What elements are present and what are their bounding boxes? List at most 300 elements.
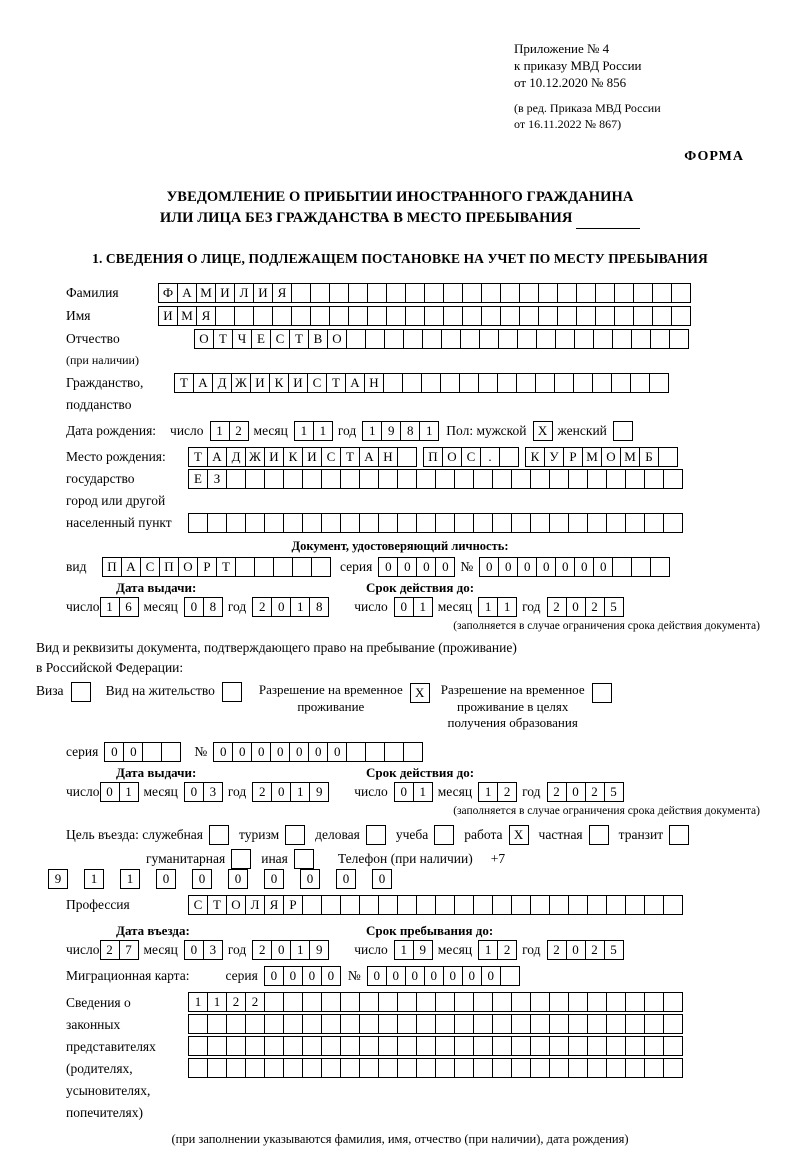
cell[interactable]: 0 xyxy=(321,966,341,986)
cell[interactable] xyxy=(595,306,615,326)
surname-input[interactable] xyxy=(158,283,690,303)
cell[interactable] xyxy=(511,895,531,915)
cell[interactable]: 0 xyxy=(184,782,204,802)
cell[interactable]: 0 xyxy=(184,940,204,960)
cell[interactable]: А xyxy=(207,447,227,467)
legal-rep-input-3[interactable] xyxy=(188,1036,682,1056)
cell[interactable]: 0 xyxy=(300,869,320,889)
cell[interactable] xyxy=(536,329,556,349)
cell[interactable] xyxy=(235,557,255,577)
cell[interactable]: А xyxy=(193,373,213,393)
cell[interactable] xyxy=(492,895,512,915)
cell[interactable] xyxy=(254,557,274,577)
cell[interactable]: 3 xyxy=(203,940,223,960)
cell[interactable] xyxy=(359,1014,379,1034)
cell[interactable] xyxy=(587,895,607,915)
cell[interactable] xyxy=(644,992,664,1012)
cell[interactable] xyxy=(226,469,246,489)
stay-issue-day-input[interactable] xyxy=(100,782,138,802)
cell[interactable] xyxy=(530,469,550,489)
cell[interactable] xyxy=(587,992,607,1012)
cell[interactable] xyxy=(283,469,303,489)
cell[interactable]: О xyxy=(178,557,198,577)
cell[interactable]: Р xyxy=(283,895,303,915)
cell[interactable]: Ж xyxy=(231,373,251,393)
cell[interactable] xyxy=(245,469,265,489)
edu-residence-checkbox[interactable] xyxy=(592,683,611,703)
cell[interactable] xyxy=(500,966,520,986)
cell[interactable] xyxy=(188,1058,208,1078)
cell[interactable] xyxy=(576,306,596,326)
purpose-study-checkbox[interactable] xyxy=(428,825,464,845)
cell[interactable]: Д xyxy=(212,373,232,393)
cell[interactable] xyxy=(649,373,669,393)
cell[interactable]: 0 xyxy=(555,557,575,577)
cell[interactable] xyxy=(359,992,379,1012)
cell[interactable]: 1 xyxy=(419,421,439,441)
stay-valid-day-input[interactable] xyxy=(394,782,432,802)
cell[interactable] xyxy=(440,373,460,393)
cell[interactable] xyxy=(422,329,442,349)
cell[interactable]: П xyxy=(102,557,122,577)
cell[interactable]: И xyxy=(158,306,178,326)
cell[interactable] xyxy=(321,1014,341,1034)
cell[interactable] xyxy=(359,1036,379,1056)
cell[interactable] xyxy=(264,1014,284,1034)
stay-valid-year-input[interactable] xyxy=(547,782,623,802)
cell[interactable] xyxy=(302,1014,322,1034)
cell[interactable]: Р xyxy=(563,447,583,467)
cell[interactable] xyxy=(663,1036,683,1056)
cell[interactable] xyxy=(611,373,631,393)
cell[interactable] xyxy=(549,469,569,489)
cell[interactable] xyxy=(595,283,615,303)
cell[interactable]: К xyxy=(283,447,303,467)
stay-issue-month-input[interactable] xyxy=(184,782,222,802)
purpose-private-checkbox[interactable] xyxy=(583,825,619,845)
cell[interactable] xyxy=(366,825,386,845)
cell[interactable] xyxy=(669,825,689,845)
birthplace-country-input[interactable] xyxy=(188,447,677,467)
cell[interactable] xyxy=(473,1014,493,1034)
cell[interactable] xyxy=(209,825,229,845)
cell[interactable]: 2 xyxy=(252,597,272,617)
stay-until-day-input[interactable] xyxy=(394,940,432,960)
legal-rep-input-1[interactable] xyxy=(188,992,682,1012)
cell[interactable] xyxy=(633,306,653,326)
cell[interactable]: 1 xyxy=(119,782,139,802)
cell[interactable]: Т xyxy=(207,895,227,915)
cell[interactable] xyxy=(283,1014,303,1034)
cell[interactable]: 0 xyxy=(327,742,347,762)
cell[interactable] xyxy=(568,469,588,489)
cell[interactable] xyxy=(311,557,331,577)
cell[interactable] xyxy=(517,329,537,349)
cell[interactable]: 2 xyxy=(547,940,567,960)
cell[interactable] xyxy=(321,895,341,915)
cell[interactable] xyxy=(644,895,664,915)
cell[interactable] xyxy=(574,329,594,349)
cell[interactable]: 0 xyxy=(192,869,212,889)
cell[interactable]: Е xyxy=(188,469,208,489)
profession-input[interactable] xyxy=(188,895,682,915)
cell[interactable] xyxy=(405,306,425,326)
cell[interactable]: А xyxy=(177,283,197,303)
cell[interactable] xyxy=(633,283,653,303)
cell[interactable] xyxy=(291,306,311,326)
purpose-humanitarian-checkbox[interactable] xyxy=(225,849,261,869)
cell[interactable]: И xyxy=(215,283,235,303)
cell[interactable]: 0 xyxy=(104,742,124,762)
cell[interactable] xyxy=(231,849,251,869)
cell[interactable]: 0 xyxy=(336,869,356,889)
cell[interactable] xyxy=(292,557,312,577)
phone-input[interactable] xyxy=(42,869,402,889)
cell[interactable]: 0 xyxy=(566,597,586,617)
cell[interactable] xyxy=(348,283,368,303)
cell[interactable] xyxy=(310,306,330,326)
cell[interactable] xyxy=(443,283,463,303)
cell[interactable] xyxy=(321,1058,341,1078)
cell[interactable]: 0 xyxy=(271,597,291,617)
cell[interactable] xyxy=(454,1058,474,1078)
cell[interactable] xyxy=(245,1058,265,1078)
cell[interactable] xyxy=(549,895,569,915)
cell[interactable] xyxy=(302,1036,322,1056)
cell[interactable] xyxy=(671,283,691,303)
cell[interactable] xyxy=(530,1036,550,1056)
cell[interactable] xyxy=(383,373,403,393)
cell[interactable]: И xyxy=(250,373,270,393)
cell[interactable]: 1 xyxy=(413,597,433,617)
cell[interactable] xyxy=(606,992,626,1012)
cell[interactable] xyxy=(499,447,519,467)
cell[interactable] xyxy=(516,373,536,393)
cell[interactable] xyxy=(340,1014,360,1034)
cell[interactable]: Ф xyxy=(158,283,178,303)
cell[interactable] xyxy=(340,469,360,489)
cell[interactable] xyxy=(397,1036,417,1056)
cell[interactable] xyxy=(519,306,539,326)
cell[interactable] xyxy=(473,1036,493,1056)
doc-kind-input[interactable] xyxy=(102,557,330,577)
cell[interactable] xyxy=(264,992,284,1012)
cell[interactable]: О xyxy=(226,895,246,915)
cell[interactable] xyxy=(359,1058,379,1078)
cell[interactable] xyxy=(367,306,387,326)
cell[interactable] xyxy=(378,895,398,915)
stay-issue-year-input[interactable] xyxy=(252,782,328,802)
cell[interactable]: Я xyxy=(196,306,216,326)
cell[interactable] xyxy=(378,1014,398,1034)
cell[interactable] xyxy=(644,1014,664,1034)
cell[interactable] xyxy=(215,306,235,326)
cell[interactable] xyxy=(245,513,265,533)
cell[interactable] xyxy=(606,513,626,533)
migration-number-input[interactable] xyxy=(367,966,519,986)
cell[interactable] xyxy=(492,1036,512,1056)
cell[interactable] xyxy=(340,895,360,915)
cell[interactable] xyxy=(234,306,254,326)
cell[interactable] xyxy=(557,306,577,326)
cell[interactable] xyxy=(416,1058,436,1078)
cell[interactable] xyxy=(612,329,632,349)
birth-day-input[interactable] xyxy=(210,421,248,441)
cell[interactable]: 0 xyxy=(394,597,414,617)
cell[interactable] xyxy=(416,1014,436,1034)
cell[interactable] xyxy=(473,1058,493,1078)
cell[interactable]: 0 xyxy=(283,966,303,986)
cell[interactable] xyxy=(454,1036,474,1056)
cell[interactable]: 0 xyxy=(378,557,398,577)
cell[interactable]: 0 xyxy=(386,966,406,986)
cell[interactable] xyxy=(378,1058,398,1078)
cell[interactable]: О xyxy=(194,329,214,349)
cell[interactable]: 0 xyxy=(462,966,482,986)
cell[interactable] xyxy=(397,895,417,915)
cell[interactable] xyxy=(416,513,436,533)
cell[interactable]: 9 xyxy=(381,421,401,441)
cell[interactable] xyxy=(397,513,417,533)
cell[interactable] xyxy=(378,1036,398,1056)
cell[interactable] xyxy=(612,557,632,577)
cell[interactable]: 0 xyxy=(479,557,499,577)
cell[interactable] xyxy=(245,1014,265,1034)
cell[interactable] xyxy=(207,1036,227,1056)
cell[interactable] xyxy=(568,895,588,915)
cell[interactable] xyxy=(631,557,651,577)
cell[interactable] xyxy=(365,742,385,762)
entry-year-input[interactable] xyxy=(252,940,328,960)
cell[interactable] xyxy=(538,306,558,326)
cell[interactable] xyxy=(568,1036,588,1056)
cell[interactable] xyxy=(587,1036,607,1056)
cell[interactable]: 1 xyxy=(497,597,517,617)
cell[interactable]: 0 xyxy=(593,557,613,577)
cell[interactable]: Р xyxy=(197,557,217,577)
cell[interactable] xyxy=(435,513,455,533)
cell[interactable]: С xyxy=(188,895,208,915)
cell[interactable]: И xyxy=(288,373,308,393)
cell[interactable]: А xyxy=(359,447,379,467)
cell[interactable] xyxy=(302,992,322,1012)
cell[interactable] xyxy=(587,513,607,533)
name-input[interactable] xyxy=(158,306,690,326)
cell[interactable]: . xyxy=(480,447,500,467)
legal-rep-input-2[interactable] xyxy=(188,1014,682,1034)
purpose-official-checkbox[interactable] xyxy=(203,825,239,845)
cell[interactable] xyxy=(454,895,474,915)
cell[interactable]: У xyxy=(544,447,564,467)
cell[interactable]: 9 xyxy=(309,940,329,960)
cell[interactable] xyxy=(365,329,385,349)
cell[interactable]: 0 xyxy=(574,557,594,577)
cell[interactable] xyxy=(538,283,558,303)
cell[interactable]: С xyxy=(270,329,290,349)
cell[interactable] xyxy=(435,1036,455,1056)
cell[interactable] xyxy=(663,1014,683,1034)
cell[interactable]: Н xyxy=(378,447,398,467)
cell[interactable] xyxy=(291,283,311,303)
cell[interactable]: 5 xyxy=(604,782,624,802)
cell[interactable] xyxy=(188,1014,208,1034)
cell[interactable] xyxy=(549,513,569,533)
cell[interactable]: 1 xyxy=(290,940,310,960)
cell[interactable] xyxy=(416,992,436,1012)
cell[interactable]: 1 xyxy=(290,597,310,617)
cell[interactable]: 0 xyxy=(213,742,233,762)
cell[interactable] xyxy=(397,469,417,489)
cell[interactable] xyxy=(625,1058,645,1078)
cell[interactable]: С xyxy=(461,447,481,467)
cell[interactable] xyxy=(511,513,531,533)
cell[interactable] xyxy=(424,306,444,326)
cell[interactable] xyxy=(587,1058,607,1078)
cell[interactable] xyxy=(435,469,455,489)
cell[interactable] xyxy=(568,1014,588,1034)
cell[interactable]: 2 xyxy=(252,782,272,802)
cell[interactable] xyxy=(587,1014,607,1034)
cell[interactable] xyxy=(272,306,292,326)
cell[interactable] xyxy=(302,513,322,533)
cell[interactable] xyxy=(403,742,423,762)
doc-issue-day-input[interactable] xyxy=(100,597,138,617)
cell[interactable] xyxy=(264,1058,284,1078)
cell[interactable]: Л xyxy=(245,895,265,915)
cell[interactable]: 1 xyxy=(207,992,227,1012)
cell[interactable]: 0 xyxy=(271,940,291,960)
cell[interactable] xyxy=(592,373,612,393)
cell[interactable]: 1 xyxy=(394,940,414,960)
cell[interactable]: 0 xyxy=(302,966,322,986)
cell[interactable]: 0 xyxy=(251,742,271,762)
cell[interactable] xyxy=(245,1036,265,1056)
cell[interactable] xyxy=(346,742,366,762)
cell[interactable] xyxy=(359,513,379,533)
cell[interactable] xyxy=(568,992,588,1012)
cell[interactable]: 1 xyxy=(120,869,140,889)
legal-rep-input-4[interactable] xyxy=(188,1058,682,1078)
cell[interactable]: 0 xyxy=(264,966,284,986)
cell[interactable]: Л xyxy=(234,283,254,303)
cell[interactable] xyxy=(142,742,162,762)
cell[interactable] xyxy=(424,283,444,303)
cell[interactable]: 0 xyxy=(481,966,501,986)
cell[interactable] xyxy=(492,513,512,533)
cell[interactable]: 8 xyxy=(309,597,329,617)
cell[interactable] xyxy=(416,469,436,489)
cell[interactable] xyxy=(421,373,441,393)
cell[interactable] xyxy=(663,992,683,1012)
cell[interactable]: Х xyxy=(533,421,553,441)
cell[interactable]: Я xyxy=(264,895,284,915)
cell[interactable]: А xyxy=(345,373,365,393)
cell[interactable] xyxy=(549,1036,569,1056)
cell[interactable] xyxy=(416,895,436,915)
cell[interactable] xyxy=(264,1036,284,1056)
sex-male-checkbox[interactable] xyxy=(533,421,552,441)
cell[interactable]: 0 xyxy=(308,742,328,762)
cell[interactable]: О xyxy=(601,447,621,467)
cell[interactable]: 0 xyxy=(270,742,290,762)
cell[interactable] xyxy=(644,1058,664,1078)
cell[interactable] xyxy=(462,283,482,303)
cell[interactable]: А xyxy=(121,557,141,577)
cell[interactable]: 0 xyxy=(289,742,309,762)
cell[interactable] xyxy=(497,373,517,393)
cell[interactable] xyxy=(207,513,227,533)
cell[interactable] xyxy=(253,306,273,326)
cell[interactable]: 5 xyxy=(604,597,624,617)
stay-until-year-input[interactable] xyxy=(547,940,623,960)
cell[interactable]: 0 xyxy=(405,966,425,986)
cell[interactable]: П xyxy=(159,557,179,577)
cell[interactable] xyxy=(346,329,366,349)
cell[interactable] xyxy=(614,306,634,326)
cell[interactable] xyxy=(652,283,672,303)
cell[interactable]: К xyxy=(269,373,289,393)
cell[interactable]: 0 xyxy=(498,557,518,577)
cell[interactable]: М xyxy=(582,447,602,467)
cell[interactable] xyxy=(530,992,550,1012)
cell[interactable]: 9 xyxy=(413,940,433,960)
cell[interactable] xyxy=(340,513,360,533)
cell[interactable]: 1 xyxy=(84,869,104,889)
cell[interactable] xyxy=(511,992,531,1012)
cell[interactable] xyxy=(454,513,474,533)
cell[interactable] xyxy=(606,1014,626,1034)
cell[interactable] xyxy=(663,469,683,489)
citizenship-input[interactable] xyxy=(174,373,668,393)
cell[interactable]: 2 xyxy=(497,940,517,960)
cell[interactable] xyxy=(443,306,463,326)
cell[interactable] xyxy=(500,306,520,326)
cell[interactable] xyxy=(606,895,626,915)
cell[interactable] xyxy=(658,447,678,467)
cell[interactable] xyxy=(652,306,672,326)
cell[interactable] xyxy=(71,682,91,702)
cell[interactable] xyxy=(435,1014,455,1034)
cell[interactable]: С xyxy=(140,557,160,577)
cell[interactable] xyxy=(273,557,293,577)
cell[interactable] xyxy=(207,1058,227,1078)
cell[interactable] xyxy=(644,469,664,489)
cell[interactable]: 0 xyxy=(443,966,463,986)
cell[interactable]: 0 xyxy=(123,742,143,762)
cell[interactable] xyxy=(384,329,404,349)
stay-number-input[interactable] xyxy=(213,742,422,762)
doc-valid-day-input[interactable] xyxy=(394,597,432,617)
cell[interactable]: 0 xyxy=(232,742,252,762)
cell[interactable] xyxy=(492,1058,512,1078)
cell[interactable] xyxy=(669,329,689,349)
cell[interactable]: 0 xyxy=(424,966,444,986)
cell[interactable] xyxy=(473,513,493,533)
cell[interactable]: 0 xyxy=(566,940,586,960)
cell[interactable] xyxy=(222,682,242,702)
cell[interactable] xyxy=(568,513,588,533)
cell[interactable]: С xyxy=(321,447,341,467)
cell[interactable] xyxy=(554,373,574,393)
cell[interactable]: 0 xyxy=(435,557,455,577)
cell[interactable]: 2 xyxy=(497,782,517,802)
cell[interactable]: 2 xyxy=(585,782,605,802)
doc-number-input[interactable] xyxy=(479,557,669,577)
cell[interactable] xyxy=(481,306,501,326)
cell[interactable] xyxy=(557,283,577,303)
cell[interactable]: 2 xyxy=(585,597,605,617)
cell[interactable]: Е xyxy=(251,329,271,349)
